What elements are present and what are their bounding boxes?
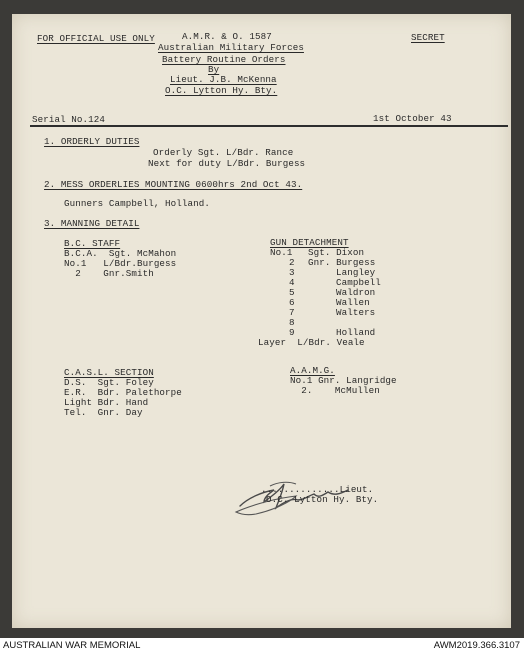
section-manning-heading: 3. MANNING DETAIL (44, 218, 140, 229)
casl-row: Tel. Gnr. Day (64, 407, 143, 418)
gun-number: 3 (289, 267, 295, 278)
gun-name: Holland (336, 327, 376, 338)
header-rule (30, 125, 508, 127)
gun-name: Waldron (336, 287, 376, 298)
header-orders: Battery Routine Orders (162, 54, 286, 65)
official-use-label: FOR OFFICIAL USE ONLY (37, 33, 155, 44)
footer-bar (0, 638, 524, 653)
signature-oc: O.C. Lytton Hy. Bty. (266, 494, 379, 505)
aamg-row: 2. McMullen (290, 385, 380, 396)
header-lieut: Lieut. J.B. McKenna (170, 74, 277, 85)
bc-staff-row: B.C.A. Sgt. McMahon (64, 248, 177, 259)
casl-row: E.R. Bdr. Palethorpe (64, 387, 182, 398)
aamg-title: A.A.M.G. (290, 365, 335, 376)
header-oc: O.C. Lytton Hy. Bty. (165, 85, 278, 96)
gun-name: Langley (336, 267, 376, 278)
gun-name: Campbell (336, 277, 381, 288)
gun-number: 8 (289, 317, 295, 328)
gun-name: Wallen (336, 297, 370, 308)
gun-number: 7 (289, 307, 295, 318)
gun-number: 9 (289, 327, 295, 338)
bc-staff-row: No.1 L/Bdr.Burgess (64, 258, 177, 269)
signature-line: ..............Lieut. (261, 484, 374, 495)
gun-detachment-title: GUN DETACHMENT (270, 237, 349, 248)
gun-layer: Layer L/Bdr. Veale (258, 337, 365, 348)
document-page (12, 14, 511, 628)
gun-name: Sgt. Dixon (308, 247, 365, 258)
header-by: By (208, 64, 220, 75)
bc-staff-row: 2 Gnr.Smith (64, 268, 154, 279)
gun-number: 6 (289, 297, 295, 308)
amr-reference: A.M.R. & O. 1587 (182, 31, 272, 42)
casl-title: C.A.S.L. SECTION (64, 367, 154, 378)
header-forces: Australian Military Forces (158, 42, 304, 53)
aamg-row: No.1 Gnr. Langridge (290, 375, 397, 386)
gun-number: 4 (289, 277, 295, 288)
footer-institution: AUSTRALIAN WAR MEMORIAL (3, 640, 141, 651)
section-mess-heading: 2. MESS ORDERLIES MOUNTING 0600hrs 2nd Oct 43. (44, 179, 303, 190)
mess-gunners: Gunners Campbell, Holland. (64, 198, 210, 209)
casl-row: Light Bdr. Hand (64, 397, 149, 408)
gun-name: Walters (336, 307, 376, 318)
footer-accession-number: AWM2019.366.3107 (433, 640, 520, 651)
gun-number: 5 (289, 287, 295, 298)
next-for-duty: Next for duty L/Bdr. Burgess (148, 158, 306, 169)
serial-number: Serial No.124 (32, 114, 105, 125)
casl-row: D.S. Sgt. Foley (64, 377, 154, 388)
orderly-sgt: Orderly Sgt. L/Bdr. Rance (153, 147, 294, 158)
bc-staff-title: B.C. STAFF (64, 238, 121, 249)
gun-name: Gnr. Burgess (308, 257, 376, 268)
section-orderly-heading: 1. ORDERLY DUTIES (44, 136, 140, 147)
gun-number: No.1 (270, 247, 293, 258)
secret-label: SECRET (411, 32, 445, 43)
order-date: 1st October 43 (373, 113, 452, 124)
gun-number: 2 (289, 257, 295, 268)
